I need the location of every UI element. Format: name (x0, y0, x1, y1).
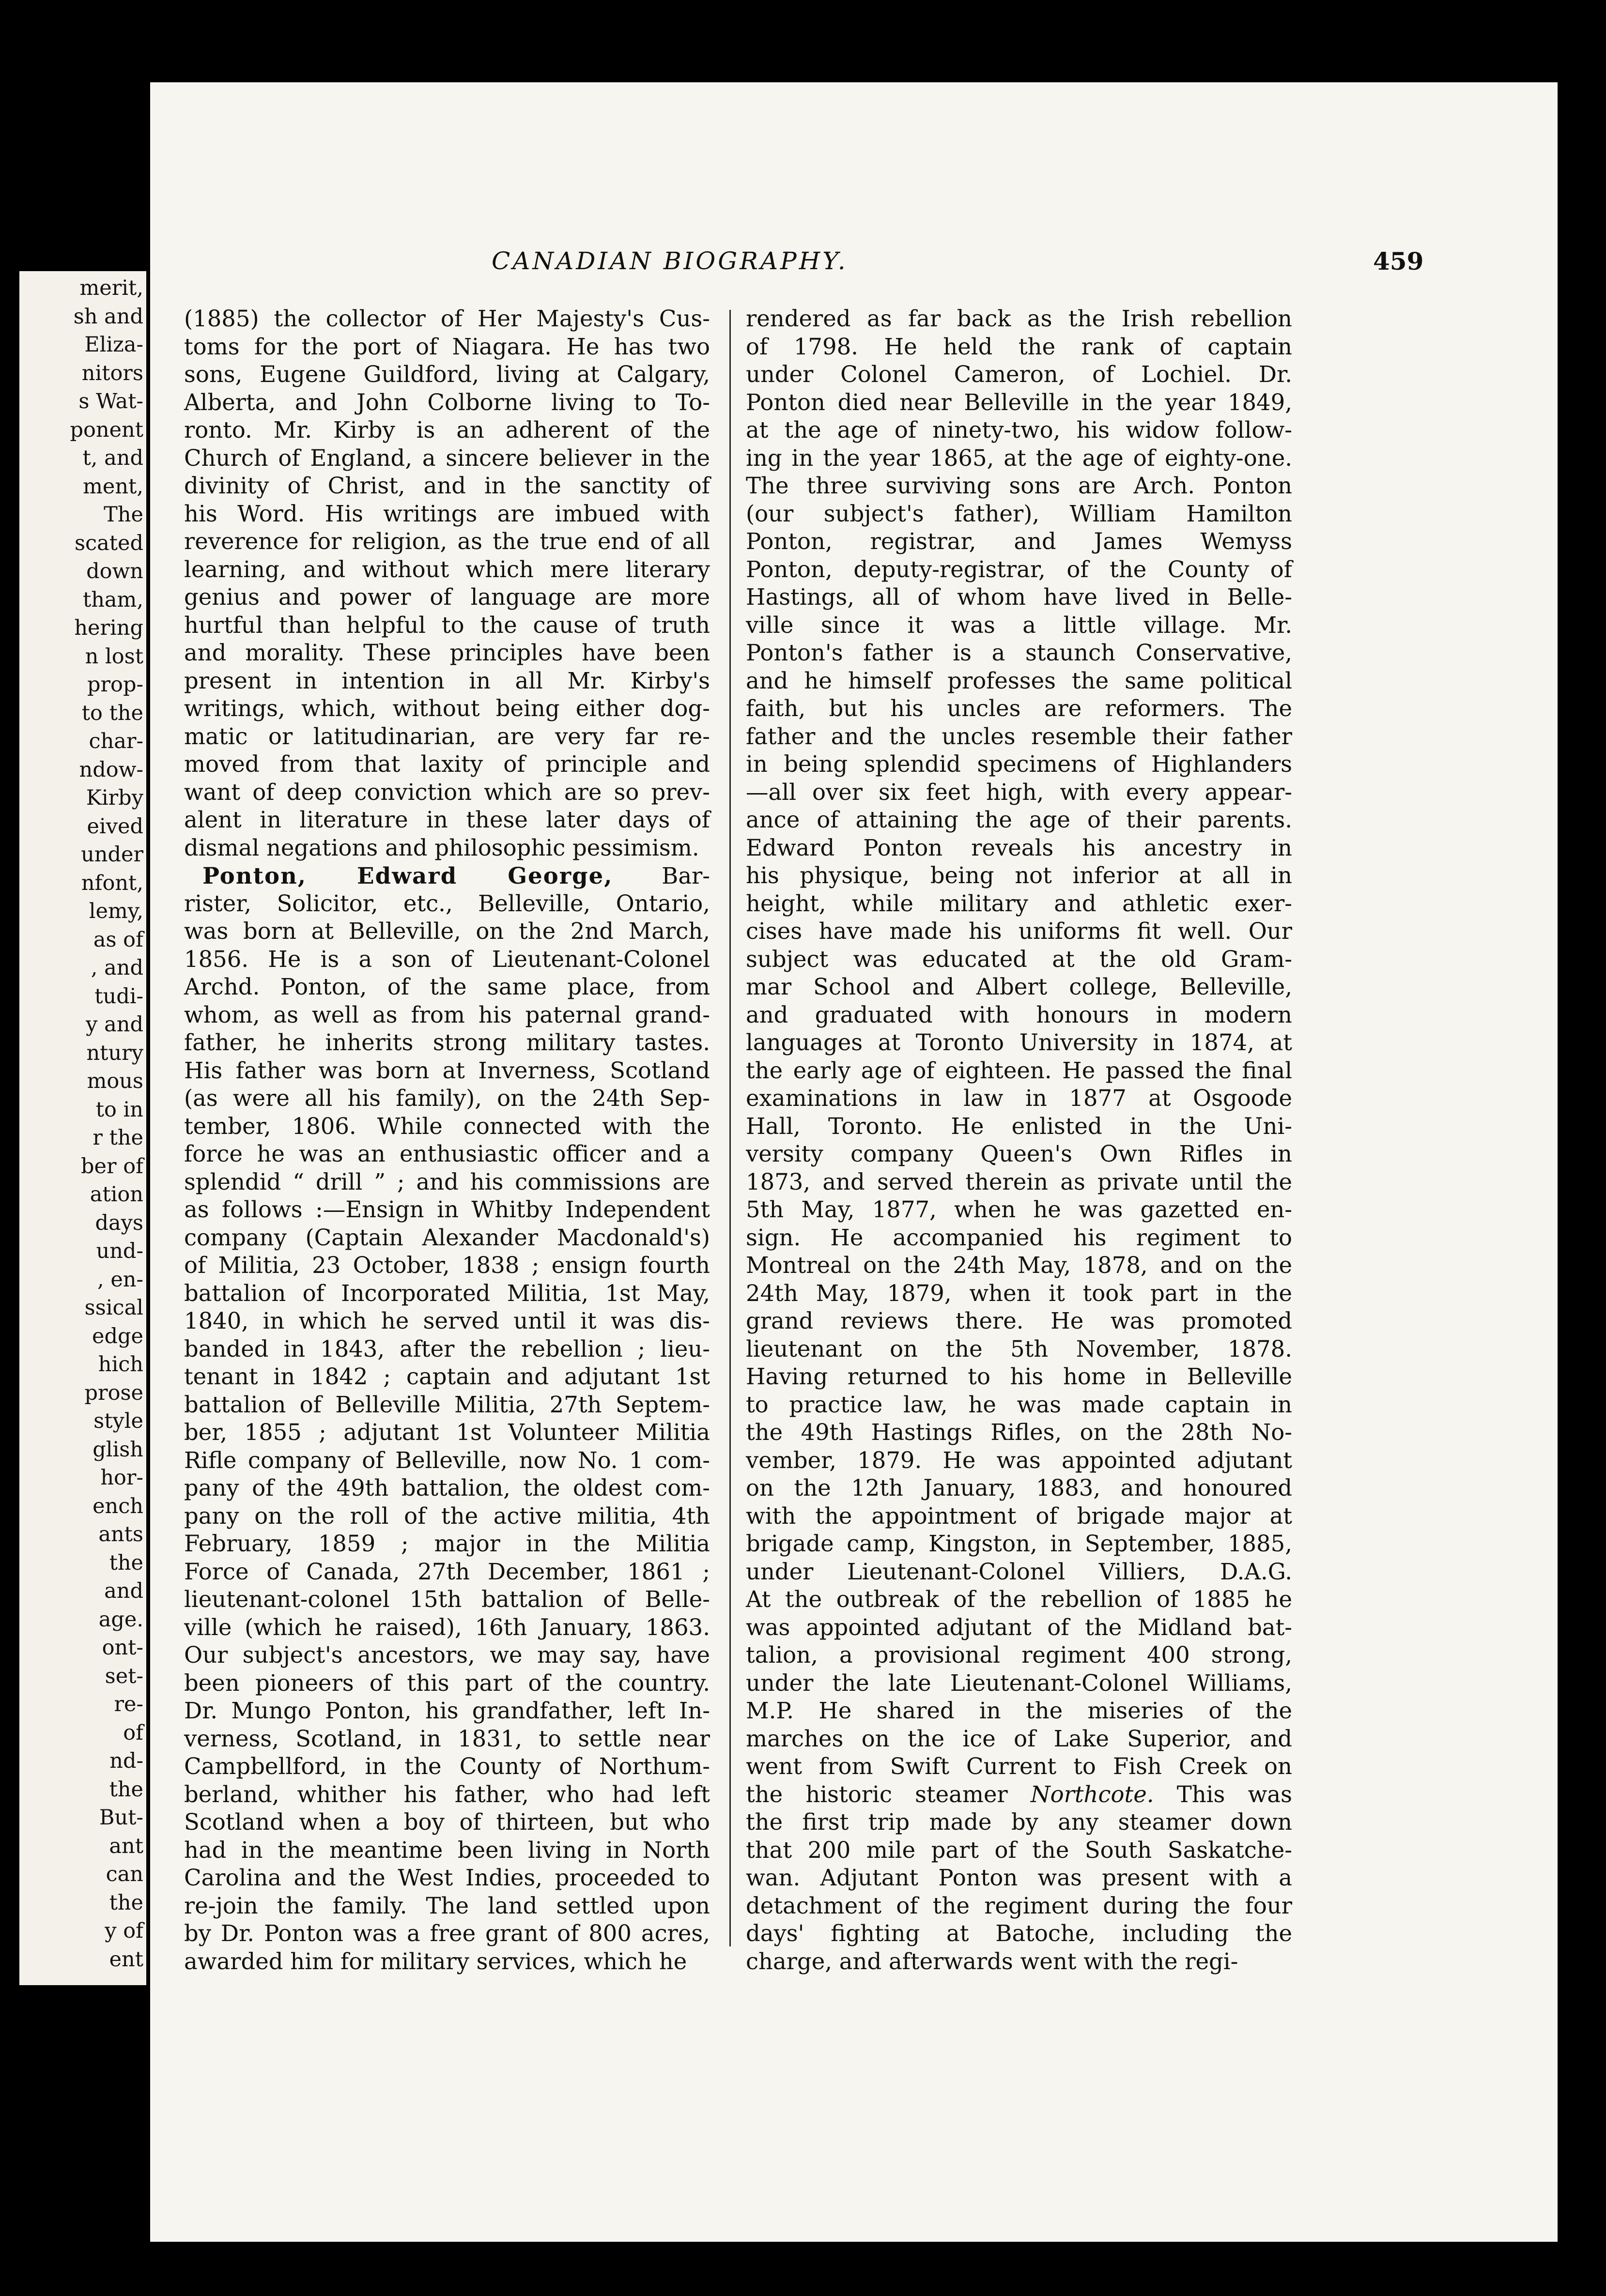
text-line: re-join the family. The land settled upon (184, 1892, 710, 1919)
text-line: rister, Solicitor, etc., Belleville, Ontario, (184, 890, 710, 917)
text-line: to practice law, he was made captain in (746, 1391, 1292, 1418)
margin-fragment: nd- (109, 1749, 143, 1773)
text-line: The three surviving sons are Arch. Ponton (746, 473, 1292, 499)
text-line: mar School and Albert college, Belleville, (746, 974, 1292, 1000)
text-line: ville since it was a little village. Mr. (746, 612, 1292, 638)
running-title: CANADIAN BIOGRAPHY. (492, 247, 848, 275)
text-line: (as were all his family), on the 24th Sep- (184, 1085, 710, 1111)
text-line: ance of attaining the age of their parents. (746, 807, 1292, 833)
text-line: subject was educated at the old Gram- (746, 946, 1292, 972)
text-line: Edward Ponton reveals his ancestry in (746, 834, 1292, 861)
text-line: Campbellford, in the County of Northum- (184, 1753, 710, 1779)
text-line: dismal negations and philosophic pessimism. (184, 834, 699, 861)
text-line: 1856. He is a son of Lieutenant-Colonel (184, 946, 710, 972)
previous-page-fragment (19, 271, 146, 1985)
margin-fragment: tham, (82, 587, 143, 612)
text-line: his Word. His writings are imbued with (184, 500, 710, 527)
text-line: battalion of Incorporated Militia, 1st May, (184, 1280, 710, 1306)
text-line: the early age of eighteen. He passed the final (746, 1057, 1292, 1084)
text-fragment: This was (1154, 1781, 1292, 1807)
text-line: ronto. Mr. Kirby is an adherent of the (184, 417, 710, 443)
margin-fragment: the (109, 1550, 143, 1575)
text-line: been pioneers of this part of the country. (184, 1669, 710, 1696)
margin-fragment: hering (74, 616, 143, 640)
text-line: lieutenant on the 5th November, 1878. (746, 1335, 1292, 1362)
margin-fragment: y of (105, 1919, 143, 1943)
text-line: Ponton's father is a staunch Conservative, (746, 640, 1292, 666)
margin-fragment: ment, (83, 474, 143, 499)
text-line: of Militia, 23 October, 1838 ; ensign fourth (184, 1252, 710, 1278)
text-line: Hall, Toronto. He enlisted in the Uni- (746, 1113, 1292, 1139)
text-line: rendered as far back as the Irish rebellion (746, 306, 1292, 332)
text-line: days' fighting at Batoche, including the (746, 1920, 1292, 1946)
margin-fragment: Kirby (86, 786, 143, 810)
text-line: Having returned to his home in Belleville (746, 1363, 1292, 1390)
text-line: father, he inherits strong military tastes. (184, 1029, 710, 1056)
text-line: father and the uncles resemble their father (746, 723, 1292, 750)
text-line: that 200 mile part of the South Saskatche- (746, 1837, 1292, 1863)
text-line: —all over six feet high, with every appear- (746, 779, 1292, 805)
text-line: cises have made his uniforms fit well. Our (746, 918, 1292, 944)
text-line: Alberta, and John Colborne living to To- (184, 389, 710, 415)
margin-fragment: The (104, 503, 143, 527)
text-line: examinations in law in 1877 at Osgoode (746, 1085, 1292, 1111)
margin-fragment: , en- (97, 1267, 143, 1292)
margin-fragment: glish (93, 1437, 143, 1462)
text-line: genius and power of language are more (184, 584, 710, 610)
text-line: splendid “ drill ” ; and his commissions are (184, 1168, 710, 1195)
text-line: and he himself professes the same political (746, 667, 1292, 694)
text-line: wan. Adjutant Ponton was present with a (746, 1865, 1292, 1891)
text-line: in being splendid specimens of Highlanders (746, 751, 1292, 777)
margin-fragment: hor- (100, 1466, 143, 1490)
text-line: awarded him for military services, which he (184, 1948, 687, 1975)
margin-fragment: , and (91, 956, 143, 980)
text-line: whom, as well as from his paternal grand- (184, 1001, 710, 1028)
margin-fragment: sh and (73, 304, 143, 329)
margin-fragment: ant (109, 1834, 143, 1858)
text-line: His father was born at Inverness, Scotland (184, 1057, 710, 1084)
margin-fragment: as of (93, 927, 143, 952)
text-line: divinity of Christ, and in the sanctity of (184, 473, 710, 499)
text-line: Montreal on the 24th May, 1878, and on the (746, 1252, 1292, 1278)
text-line: by Dr. Ponton was a free grant of 800 acres, (184, 1920, 710, 1946)
text-line: height, while military and athletic exer- (746, 890, 1292, 917)
margin-fragment: und- (96, 1239, 143, 1263)
text-line: on the 12th January, 1883, and honoured (746, 1475, 1292, 1501)
text-line (746, 1781, 1292, 1809)
margin-fragment: merit, (79, 276, 143, 300)
margin-fragment: Eliza- (84, 333, 143, 357)
margin-fragment: ndow- (79, 757, 143, 782)
entry-heading-line (184, 862, 710, 890)
text-line: moved from that laxity of principle and (184, 751, 710, 777)
margin-fragment: ent (109, 1947, 143, 1972)
margin-fragment: down (86, 559, 143, 583)
text-line: under the late Lieutenant-Colonel Williams, (746, 1669, 1292, 1696)
text-line: Archd. Ponton, of the same place, from (184, 974, 710, 1000)
text-line: reverence for religion, as the true end of all (184, 528, 710, 554)
margin-fragment: under (81, 842, 143, 867)
margin-fragment: mous (87, 1069, 143, 1093)
text-line: pany on the roll of the active militia, 4th (184, 1502, 710, 1529)
text-line: sons, Eugene Guildford, living at Calgary, (184, 361, 710, 387)
text-line: Our subject's ancestors, we may say, have (184, 1642, 710, 1668)
text-line: Carolina and the West Indies, proceeded to (184, 1865, 710, 1891)
text-line: Ponton died near Belleville in the year 1849, (746, 389, 1292, 415)
text-line: ing in the year 1865, at the age of eighty-one. (746, 444, 1292, 471)
text-line: 5th May, 1877, when he was gazetted en- (746, 1196, 1292, 1223)
text-line: battalion of Belleville Militia, 27th Septem- (184, 1391, 710, 1418)
margin-fragment: lemy, (89, 899, 143, 923)
text-line: and morality. These principles have been (184, 640, 710, 666)
margin-fragment: y and (86, 1012, 143, 1037)
text-line: as follows :—Ensign in Whitby Independent (184, 1196, 710, 1223)
text-line: charge, and afterwards went with the regi- (746, 1948, 1238, 1975)
text-line: languages at Toronto University in 1874, at (746, 1029, 1292, 1056)
text-line: faith, but his uncles are reformers. The (746, 695, 1292, 721)
margin-fragment: the (109, 1777, 143, 1802)
text-line: tember, 1806. While connected with the (184, 1113, 710, 1139)
steamer-name: Northcote. (1030, 1781, 1154, 1807)
text-line: learning, and without which mere literary (184, 556, 710, 582)
text-line: force he was an enthusiastic officer and a (184, 1141, 710, 1167)
margin-fragment: set- (105, 1664, 143, 1688)
margin-fragment: ssical (84, 1296, 143, 1320)
text-line: and graduated with honours in modern (746, 1001, 1292, 1028)
text-line: 1873, and served therein as private until the (746, 1168, 1292, 1195)
margin-fragment: ont- (102, 1636, 143, 1660)
text-line: the 49th Hastings Rifles, on the 28th No- (746, 1419, 1292, 1445)
text-line: under Colonel Cameron, of Lochiel. Dr. (746, 361, 1292, 387)
text-line: detachment of the regiment during the four (746, 1892, 1292, 1919)
text-line: was born at Belleville, on the 2nd March, (184, 918, 710, 944)
text-line: ber, 1855 ; adjutant 1st Volunteer Militia (184, 1419, 710, 1445)
text-line: February, 1859 ; major in the Militia (184, 1531, 710, 1557)
margin-fragment: edge (92, 1324, 143, 1348)
entry-heading-rest: Bar- (613, 863, 710, 889)
margin-fragment: age. (98, 1607, 143, 1632)
text-line: the first trip made by any steamer down (746, 1809, 1292, 1835)
text-line: banded in 1843, after the rebellion ; lieu- (184, 1335, 710, 1362)
margin-fragment: scated (74, 531, 143, 555)
margin-fragment: style (93, 1409, 143, 1433)
text-line: at the age of ninety-two, his widow follow- (746, 417, 1292, 443)
margin-fragment: ponent (70, 417, 143, 442)
text-line: his physique, being not inferior at all in (746, 862, 1292, 888)
column-divider (729, 310, 731, 1946)
text-line: talion, a provisional regiment 400 strong, (746, 1642, 1292, 1668)
text-line: berland, whither his father, who had left (184, 1781, 710, 1807)
text-line: 24th May, 1879, when it took part in the (746, 1280, 1292, 1306)
margin-fragment: ntury (86, 1041, 143, 1065)
text-line: marches on the ice of Lake Superior, and (746, 1725, 1292, 1752)
page-number: 459 (1373, 247, 1424, 276)
margin-fragment: to in (95, 1097, 143, 1122)
margin-fragment: prose (84, 1380, 143, 1405)
text-line: lieutenant-colonel 15th battalion of Belle- (184, 1586, 710, 1612)
book-page (150, 82, 1558, 2242)
left-column (184, 305, 710, 1975)
margin-fragment: ber of (81, 1154, 143, 1179)
text-line: with the appointment of brigade major at (746, 1502, 1292, 1529)
text-line: Ponton, registrar, and James Wemyss (746, 528, 1292, 554)
text-line: verness, Scotland, in 1831, to settle near (184, 1725, 710, 1752)
text-line: went from Swift Current to Fish Creek on (746, 1753, 1292, 1779)
margin-fragment: tudi- (94, 984, 143, 1009)
text-line: Hastings, all of whom have lived in Belle- (746, 584, 1292, 610)
text-line: Dr. Mungo Ponton, his grandfather, left In- (184, 1698, 710, 1724)
margin-fragment: eived (87, 814, 143, 839)
text-line: (our subject's father), William Hamilton (746, 500, 1292, 527)
margin-fragment: ench (93, 1494, 143, 1518)
margin-fragment: s Wat- (78, 389, 143, 413)
text-line: present in intention in all Mr. Kirby's (184, 667, 710, 694)
text-line: hurtful than helpful to the cause of truth (184, 612, 710, 638)
text-line: toms for the port of Niagara. He has two (184, 333, 710, 360)
margin-fragment: can (106, 1862, 143, 1886)
margin-fragment: ation (90, 1182, 143, 1207)
margin-fragment: of (123, 1720, 143, 1745)
text-line: want of deep conviction which are so prev- (184, 779, 710, 805)
margin-fragment: hich (98, 1352, 143, 1377)
text-line: of 1798. He held the rank of captain (746, 333, 1292, 360)
margin-fragment: char- (89, 729, 143, 753)
text-line: ville (which he raised), 16th January, 1863. (184, 1614, 710, 1640)
right-column (746, 305, 1292, 1975)
margin-fragment: t, and (82, 446, 143, 470)
margin-fragment: prop- (87, 673, 143, 697)
text-fragment: the historic steamer (746, 1781, 1031, 1807)
text-line: Ponton, deputy-registrar, of the County of (746, 556, 1292, 582)
margin-fragment: days (95, 1210, 143, 1235)
text-line: brigade camp, Kingston, in September, 1885, (746, 1531, 1292, 1557)
text-line: Church of England, a sincere believer in the (184, 444, 710, 471)
margin-fragment: nfont, (81, 871, 143, 895)
entry-name: Ponton, Edward George, (202, 862, 613, 889)
text-line: under Lieutenant-Colonel Villiers, D.A.G. (746, 1558, 1292, 1585)
text-line: pany of the 49th battalion, the oldest com- (184, 1475, 710, 1501)
text-line: alent in literature in these later days of (184, 807, 710, 833)
margin-fragment: re- (114, 1692, 143, 1716)
margin-fragment: r the (93, 1126, 143, 1150)
text-line: tenant in 1842 ; captain and adjutant 1st (184, 1363, 710, 1390)
text-line: Force of Canada, 27th December, 1861 ; (184, 1558, 710, 1585)
margin-fragment: ants (98, 1522, 143, 1546)
text-line: matic or latitudinarian, are very far re- (184, 723, 710, 750)
text-line: M.P. He shared in the miseries of the (746, 1698, 1292, 1724)
text-line: writings, which, without being either dog- (184, 695, 710, 721)
margin-fragment: n lost (85, 644, 143, 669)
text-line: versity company Queen's Own Rifles in (746, 1141, 1292, 1167)
text-line: vember, 1879. He was appointed adjutant (746, 1447, 1292, 1473)
text-line: sign. He accompanied his regiment to (746, 1224, 1292, 1251)
text-line: 1840, in which he served until it was dis- (184, 1308, 710, 1334)
margin-fragment: to the (81, 701, 143, 725)
text-line: company (Captain Alexander Macdonald's) (184, 1224, 710, 1251)
text-line: (1885) the collector of Her Majesty's Cus- (184, 306, 710, 332)
text-line: Rifle company of Belleville, now No. 1 com- (184, 1447, 710, 1473)
margin-fragment: the (109, 1890, 143, 1915)
text-line: grand reviews there. He was promoted (746, 1308, 1292, 1334)
margin-fragment: nitors (81, 361, 143, 385)
margin-fragment: and (104, 1579, 143, 1603)
margin-fragment: But- (99, 1806, 143, 1830)
text-line: was appointed adjutant of the Midland bat- (746, 1614, 1292, 1640)
text-line: Scotland when a boy of thirteen, but who (184, 1809, 710, 1835)
text-line: At the outbreak of the rebellion of 1885 he (746, 1586, 1292, 1612)
text-line: had in the meantime been living in North (184, 1837, 710, 1863)
